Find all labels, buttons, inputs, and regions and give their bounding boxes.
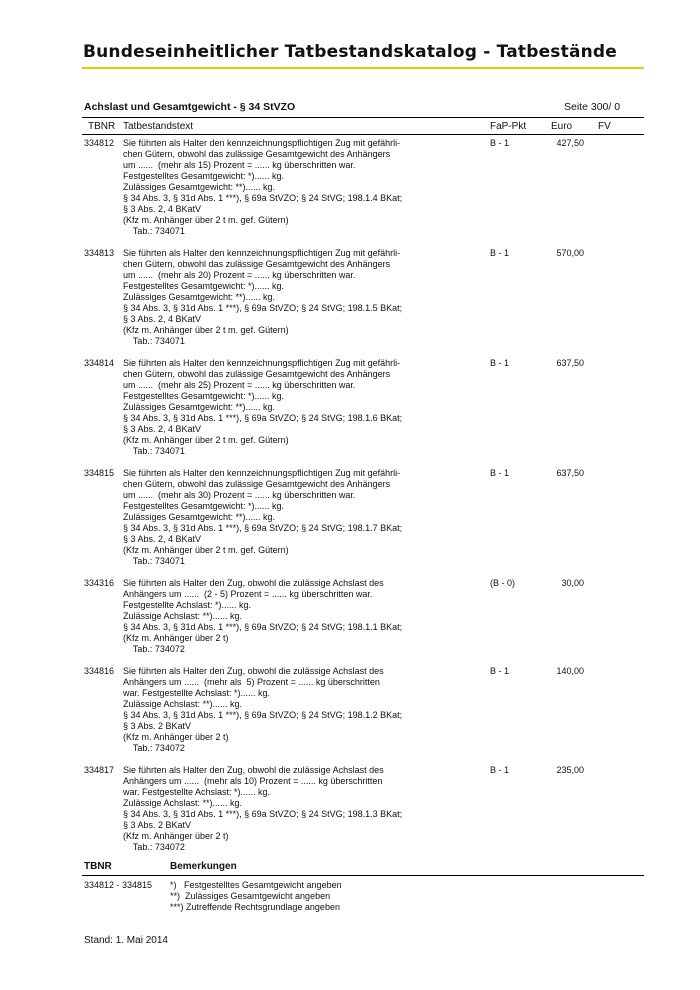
table-row [0, 578, 700, 666]
column-header-tbnr: TBNR [88, 121, 116, 132]
remarks-label: Bemerkungen [170, 861, 237, 872]
entry-euro: 570,00 [556, 248, 584, 258]
entry-tbnr: 334817 [84, 765, 115, 775]
entry-text: Sie führten als Halter den kennzeichnungspflichtigen Zug mit gefährli- chen Gütern, obwohl das zulässige Gesamtgewicht des Anhängers um ...... (mehr als 30) Prozent = ...... kg überschritten war. Festgestelltes Gesamtgewicht: *)...... kg. Zulässiges Gesamtgewicht: **)...... kg. § 34 Abs. 3, § 31d Abs. 1 ***), § 69a StVZO; § 24 StVG; 198.1.7 BKat; § 3 Abs. 2, 4 BKatV (Kfz m. Anhänger über 2 t m. gef. Gütern) Tab.: 734071 [123, 468, 403, 566]
column-header-fap: FaP-Pkt [490, 121, 527, 132]
remarks-divider [82, 875, 644, 876]
entry-tbnr: 334316 [84, 578, 115, 588]
entry-tbnr: 334813 [84, 248, 115, 258]
remarks-range: 334812 - 334815 [84, 880, 153, 890]
column-header-text: Tatbestandstext [123, 121, 194, 132]
entries-list [0, 138, 700, 864]
entry-text: Sie führten als Halter den Zug, obwohl die zulässige Achslast des Anhängers um ...... (mehr als 10) Prozent = ...... kg überschritten war. Festgestellte Achslast: *)...... kg. Zulässige Achslast: **)...... kg. § 34 Abs. 3, § 31d Abs. 1 ***), § 69a StVZO; § 24 StVG; 198.1.3 BKat; § 3 Abs. 2 BKatV (Kfz m. Anhänger über 2 t) Tab.: 734072 [123, 765, 403, 852]
entry-tbnr: 334815 [84, 468, 115, 478]
entry-text: Sie führten als Halter den Zug, obwohl die zulässige Achslast des Anhängers um ...... (mehr als 5) Prozent = ...... kg überschritten war. Festgestellte Achslast: *)...... kg. Zulässige Achslast: **)...... kg. § 34 Abs. 3, § 31d Abs. 1 ***), § 69a StVZO; § 24 StVG; 198.1.2 BKat; § 3 Abs. 2 BKatV (Kfz m. Anhänger über 2 t) Tab.: 734072 [123, 666, 403, 753]
entry-euro: 637,50 [556, 358, 584, 368]
section-header [84, 101, 624, 113]
entry-fap-points: B - 1 [490, 666, 510, 676]
column-header-fv: FV [598, 121, 611, 132]
table-row [0, 248, 700, 358]
entry-tbnr: 334812 [84, 138, 115, 148]
entry-text: Sie führten als Halter den kennzeichnungspflichtigen Zug mit gefährli- chen Gütern, obwohl das zulässige Gesamtgewicht des Anhängers um ...... (mehr als 25) Prozent = ...... kg überschritten war. Festgestelltes Gesamtgewicht: *)...... kg. Zulässiges Gesamtgewicht: **)...... kg. § 34 Abs. 3, § 31d Abs. 1 ***), § 69a StVZO; § 24 StVG; 198.1.6 BKat; § 3 Abs. 2, 4 BKatV (Kfz m. Anhänger über 2 t m. gef. Gütern) Tab.: 734071 [123, 358, 403, 456]
table-row [0, 468, 700, 578]
entry-tbnr: 334814 [84, 358, 115, 368]
remark-note: ***) Zutreffende Rechtsgrundlage angeben [170, 902, 340, 912]
column-header-divider [82, 134, 644, 135]
remark-note: **) Zulässiges Gesamtgewicht angeben [170, 891, 331, 901]
entry-fap-points: B - 1 [490, 765, 510, 775]
table-row [0, 765, 700, 864]
page-number: Seite 300/ 0 [564, 101, 621, 113]
entry-text: Sie führten als Halter den Zug, obwohl die zulässige Achslast des Anhängers um ...... (2 - 5) Prozent = ...... kg überschritten war. Festgestellte Achslast: *)...... kg. Zulässige Achslast: **)...... kg. § 34 Abs. 3, § 31d Abs. 1 ***), § 69a StVZO; § 24 StVG; 198.1.1 BKat; (Kfz m. Anhänger über 2 t) Tab.: 734072 [123, 578, 403, 654]
footer-date: Stand: 1. Mai 2014 [84, 935, 168, 946]
entry-fap-points: B - 1 [490, 248, 510, 258]
entry-fap-points: B - 1 [490, 138, 510, 148]
entry-tbnr: 334816 [84, 666, 115, 676]
title-divider [82, 67, 644, 69]
entry-euro: 235,00 [556, 765, 584, 775]
entry-text: Sie führten als Halter den kennzeichnungspflichtigen Zug mit gefährli- chen Gütern, obwohl das zulässige Gesamtgewicht des Anhängers um ...... (mehr als 20) Prozent = ...... kg überschritten war. Festgestelltes Gesamtgewicht: *)...... kg. Zulässiges Gesamtgewicht: **)...... kg. § 34 Abs. 3, § 31d Abs. 1 ***), § 69a StVZO; § 24 StVG; 198.1.5 BKat; § 3 Abs. 2, 4 BKatV (Kfz m. Anhänger über 2 t m. gef. Gütern) Tab.: 734071 [123, 248, 403, 346]
entry-euro: 427,50 [556, 138, 584, 148]
entry-fap-points: (B - 0) [490, 578, 516, 588]
remarks-notes [170, 880, 342, 913]
section-title: Achslast und Gesamtgewicht - § 34 StVZO [84, 101, 296, 113]
remark-note: *) Festgestelltes Gesamtgewicht angeben [170, 880, 342, 890]
entry-fap-points: B - 1 [490, 358, 510, 368]
document-title: Bundeseinheitlicher Tatbestandskatalog - Tatbestände [82, 42, 618, 62]
entry-text: Sie führten als Halter den kennzeichnungspflichtigen Zug mit gefährli- chen Gütern, obwohl das zulässige Gesamtgewicht des Anhängers um ...... (mehr als 15) Prozent = ...... kg überschritten war. Festgestelltes Gesamtgewicht: *)...... kg. Zulässiges Gesamtgewicht: **)...... kg. § 34 Abs. 3, § 31d Abs. 1 ***), § 69a StVZO; § 24 StVG; 198.1.4 BKat; § 3 Abs. 2, 4 BKatV (Kfz m. Anhänger über 2 t m. gef. Gütern) Tab.: 734071 [123, 138, 403, 236]
table-row [0, 666, 700, 765]
entry-fap-points: B - 1 [490, 468, 510, 478]
section-divider [82, 117, 644, 118]
table-row [0, 358, 700, 468]
remarks-tbnr-label: TBNR [84, 861, 112, 872]
column-header-row [0, 121, 700, 135]
table-row [0, 138, 700, 248]
column-header-euro: Euro [551, 121, 573, 132]
entry-euro: 140,00 [556, 666, 584, 676]
entry-euro: 30,00 [561, 578, 584, 588]
entry-euro: 637,50 [556, 468, 584, 478]
